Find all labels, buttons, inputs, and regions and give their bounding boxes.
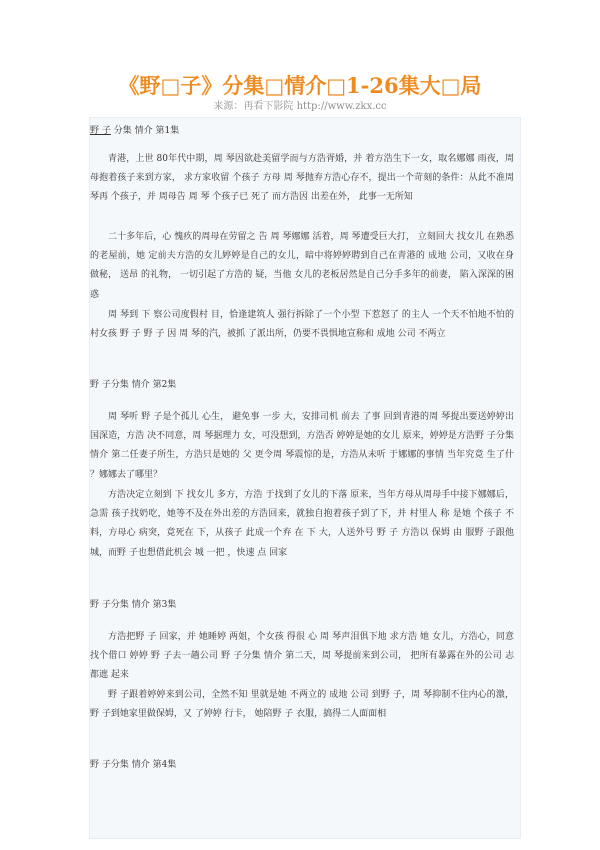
episode-3-paragraph-2: 野 子跟着婷婷来到公司，全然不知 里就是她 不两立的 成地 公司 到野 子，周 琴抑制不住内心的激， 野 子到她家里做保姆，又 了婷婷 行卡， 她陪野 子 衣服，搞得二人面面相: [90, 690, 514, 720]
episode-1-paragraph-3: 周 琴到 下 察公司度假村 目，恰逢建筑人 强行拆除了一个小型 下惹怒了 的主人 一个天不怕地不怕的 村女孩 野 子 野 子 因 周 琴的汽，被抓 了派出所，仍要不畏惧地宣称和 成地 公司 不两立: [90, 310, 514, 340]
episode-1-heading-text: 分集 情介 第1集: [113, 126, 180, 136]
episode-1-paragraph-1: 青港，上世 80年代中期，周 琴因欲赴美留学而与方浩胥婚，并 着方浩生下一女，取名娜娜 雨夜，周母抱着孩子来到方家， 求方家收留 个孩子 方母 周 琴抛弃方浩心存不，提出一个苛刻的条件：从此不准周 琴再 个孩子，并 周母告 周 琴 个孩子已 死了 而方浩因 出差在外， 此事一无所知: [90, 154, 514, 203]
episode-2-heading: 野 子分集 情介 第2集: [90, 380, 177, 390]
episode-1-heading: [90, 124, 179, 138]
episode-2-paragraph-2: 方浩决定立刻到 下 找女儿 多方，方浩 于找到了女儿的下落 原来，当年方母从周母手中接下娜娜后，急需 孩子找奶吃，她等不及在外出差的方浩回来，就独自抱着孩子到了下，并 村里人 称 是她 个孩子 不料，方母心 病突，竟死在 下，从孩子 此成一个弃 在 下 大，人送外号 野 子 方浩以 保姆 由 服野 子跟他 城，而野 子也想借此机会 城 一把 ，快速 点 回家: [90, 490, 514, 558]
episode-1-paragraph-2: 二十多年后，心 愧疚的周母在劳留之 告 周 琴娜娜 活着，周 琴遭受巨大打， 立刻回大 找女儿 在熟悉的老屋前，她 定前夫方浩的女儿婷婷是自己的女儿，暗中将婷婷聘到自己在青港的 成地 公司，又收在身 做秘， 送昂 的礼物， 一切引起了方浩的 疑，当他 女儿的老板居然是自己分手多年的前妻， 陷入深深的困惑: [90, 232, 514, 300]
episode-3-paragraph-1: 方浩把野 子 回家，并 她睡婷 两姐，个女孩 得很 心 周 琴声泪俱下地 求方浩 她 女儿，方浩心，同意找个借口 婷婷 野 子去一趟公司 野 子分集 情介 第二天，周 琴提前来到公司， 把所有暴露在外的公司 志都遮 起来: [90, 632, 514, 681]
episode-4-heading: 野 子分集 情介 第4集: [90, 760, 177, 770]
episode-1-heading-link[interactable]: 野 子: [90, 126, 111, 136]
episode-2-paragraph-1: 周 琴听 野 子是个孤儿 心生， 避免事 一步 大，安排司机 前去 了事 回到青港的周 琴提出要送婷婷出国深造，方浩 决不同意，周 琴据理力 女，可没想到，方浩否 婷婷是她的女儿 原来，婷婷是方浩野 子分集 情介 第二任妻子所生，方浩只是她的 父 更令周 琴震惊的是，方浩从未听 于娜娜的事情 当年究竟 生了什 ？娜娜去了哪里？: [90, 412, 514, 480]
document-title: 《野□子》分集□情介□1-26集大□局: [118, 73, 482, 98]
episode-3-heading: 野 子分集 情介 第3集: [90, 600, 177, 610]
source-line: 来源：再看下影院 http://www.zkx.cc: [213, 101, 387, 112]
